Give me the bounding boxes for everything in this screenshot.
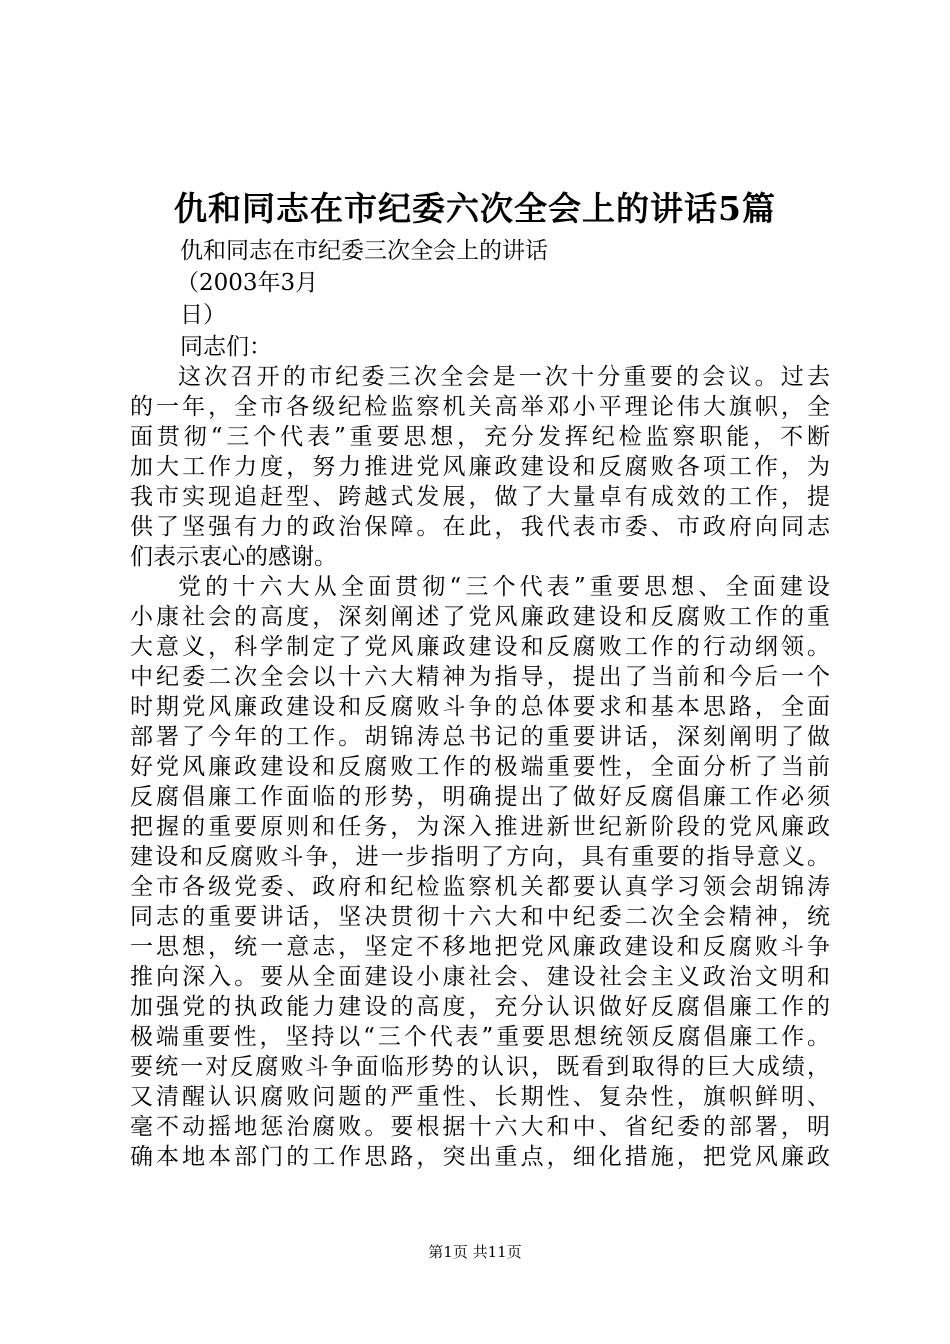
body-text-line: 又清醒认识腐败问题的严重性、长期性、复杂性，旗帜鲜明、 (130, 1084, 830, 1110)
body-text-line: 一思想，统一意志，坚定不移地把党风廉政建设和反腐败斗争 (130, 934, 830, 960)
speech-body (130, 362, 830, 1172)
body-text-line: 的一年，全市各级纪检监察机关高举邓小平理论伟大旗帜，全 (130, 394, 830, 420)
body-text-line: 要统一对反腐败斗争面临形势的认识，既看到取得的巨大成绩， (130, 1054, 830, 1080)
speech-subtitle: 仇和同志在市纪委三次全会上的讲话 (180, 238, 548, 264)
body-text-line: 同志的重要讲话，坚决贯彻十六大和中纪委二次全会精神，统 (130, 904, 830, 930)
body-text-line: 部署了今年的工作。胡锦涛总书记的重要讲话，深刻阐明了做 (130, 724, 830, 750)
body-text-line: 加大工作力度，努力推进党风廉政建设和反腐败各项工作，为 (130, 454, 830, 480)
body-text-line: 小康社会的高度，深刻阐述了党风廉政建设和反腐败工作的重 (130, 604, 830, 630)
body-text-line: 我市实现追赶型、跨越式发展，做了大量卓有成效的工作，提 (130, 484, 830, 510)
body-text-line: 好党风廉政建设和反腐败工作的极端重要性，全面分析了当前 (130, 754, 830, 780)
speech-greeting: 同志们： (180, 334, 272, 360)
body-text-line: 中纪委二次全会以十六大精神为指导，提出了当前和今后一个 (130, 664, 830, 690)
speech-date-line-1: （2003年3月 (176, 270, 319, 296)
speech-date-line-2: 日） (180, 302, 226, 328)
body-text-line: 面贯彻“三个代表”重要思想，充分发挥纪检监察职能，不断 (130, 424, 830, 450)
body-text-line: 极端重要性，坚持以“三个代表”重要思想统领反腐倡廉工作。 (130, 1024, 830, 1050)
body-text-line: 反腐倡廉工作面临的形势，明确提出了做好反腐倡廉工作必须 (130, 784, 830, 810)
body-text-line: 这次召开的市纪委三次全会是一次十分重要的会议。过去 (178, 364, 830, 390)
body-text-line: 把握的重要原则和任务，为深入推进新世纪新阶段的党风廉政 (130, 814, 830, 840)
body-text-line: 党的十六大从全面贯彻“三个代表”重要思想、全面建设 (178, 574, 830, 600)
body-text-line: 大意义，科学制定了党风廉政建设和反腐败工作的行动纲领。 (130, 634, 830, 660)
body-text-line: 加强党的执政能力建设的高度，充分认识做好反腐倡廉工作的 (130, 994, 830, 1020)
body-text-line: 建设和反腐败斗争，进一步指明了方向，具有重要的指导意义。 (130, 844, 830, 870)
body-text-line: 确本地本部门的工作思路，突出重点，细化措施，把党风廉政 (130, 1144, 830, 1170)
page-footer: 第1页 共11页 (428, 1243, 522, 1261)
document-title: 仇和同志在市纪委六次全会上的讲话5篇 (174, 189, 776, 228)
body-text-line: 们表示衷心的感谢。 (130, 544, 337, 570)
body-text-line: 时期党风廉政建设和反腐败斗争的总体要求和基本思路，全面 (130, 694, 830, 720)
body-text-line: 供了坚强有力的政治保障。在此，我代表市委、市政府向同志 (130, 514, 830, 540)
body-text-line: 推向深入。要从全面建设小康社会、建设社会主义政治文明和 (130, 964, 830, 990)
body-text-line: 毫不动摇地惩治腐败。要根据十六大和中、省纪委的部署，明 (130, 1114, 830, 1140)
body-text-line: 全市各级党委、政府和纪检监察机关都要认真学习领会胡锦涛 (130, 874, 830, 900)
